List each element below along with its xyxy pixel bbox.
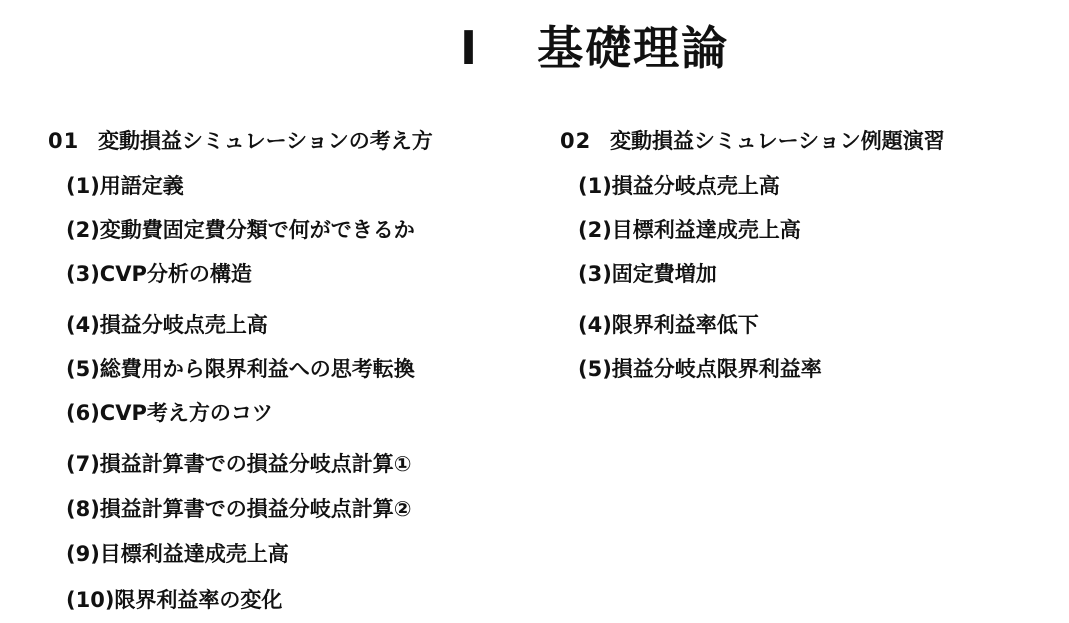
list-item: (2)目標利益達成売上高	[578, 218, 801, 242]
list-item: (9)目標利益達成売上高	[66, 542, 289, 566]
list-item: (7)損益計算書での損益分岐点計算①	[66, 452, 412, 476]
list-item: (6)CVP考え方のコツ	[66, 401, 273, 425]
title-text: 基礎理論	[537, 21, 730, 75]
section-title: 変動損益シミュレーションの考え方	[98, 129, 433, 153]
list-item: (5)総費用から限界利益への思考転換	[66, 357, 415, 381]
list-item: (10)限界利益率の変化	[66, 588, 283, 612]
list-item: (1)用語定義	[66, 174, 184, 198]
list-item: (2)変動費固定費分類で何ができるか	[66, 218, 415, 242]
list-item: (1)損益分岐点売上高	[578, 174, 780, 198]
page-title	[60, 18, 1069, 78]
list-item: (3)固定費増加	[578, 262, 717, 286]
title-roman-numeral: I	[459, 21, 480, 75]
section-heading	[48, 126, 433, 156]
list-item: (4)損益分岐点売上高	[66, 313, 268, 337]
list-item: (5)損益分岐点限界利益率	[578, 357, 822, 381]
section-heading	[560, 126, 945, 156]
list-item: (8)損益計算書での損益分岐点計算②	[66, 497, 412, 521]
section-title: 変動損益シミュレーション例題演習	[610, 129, 945, 153]
section-number: 01	[48, 129, 80, 153]
list-item: (4)限界利益率低下	[578, 313, 759, 337]
section-number: 02	[560, 129, 592, 153]
list-item: (3)CVP分析の構造	[66, 262, 252, 286]
